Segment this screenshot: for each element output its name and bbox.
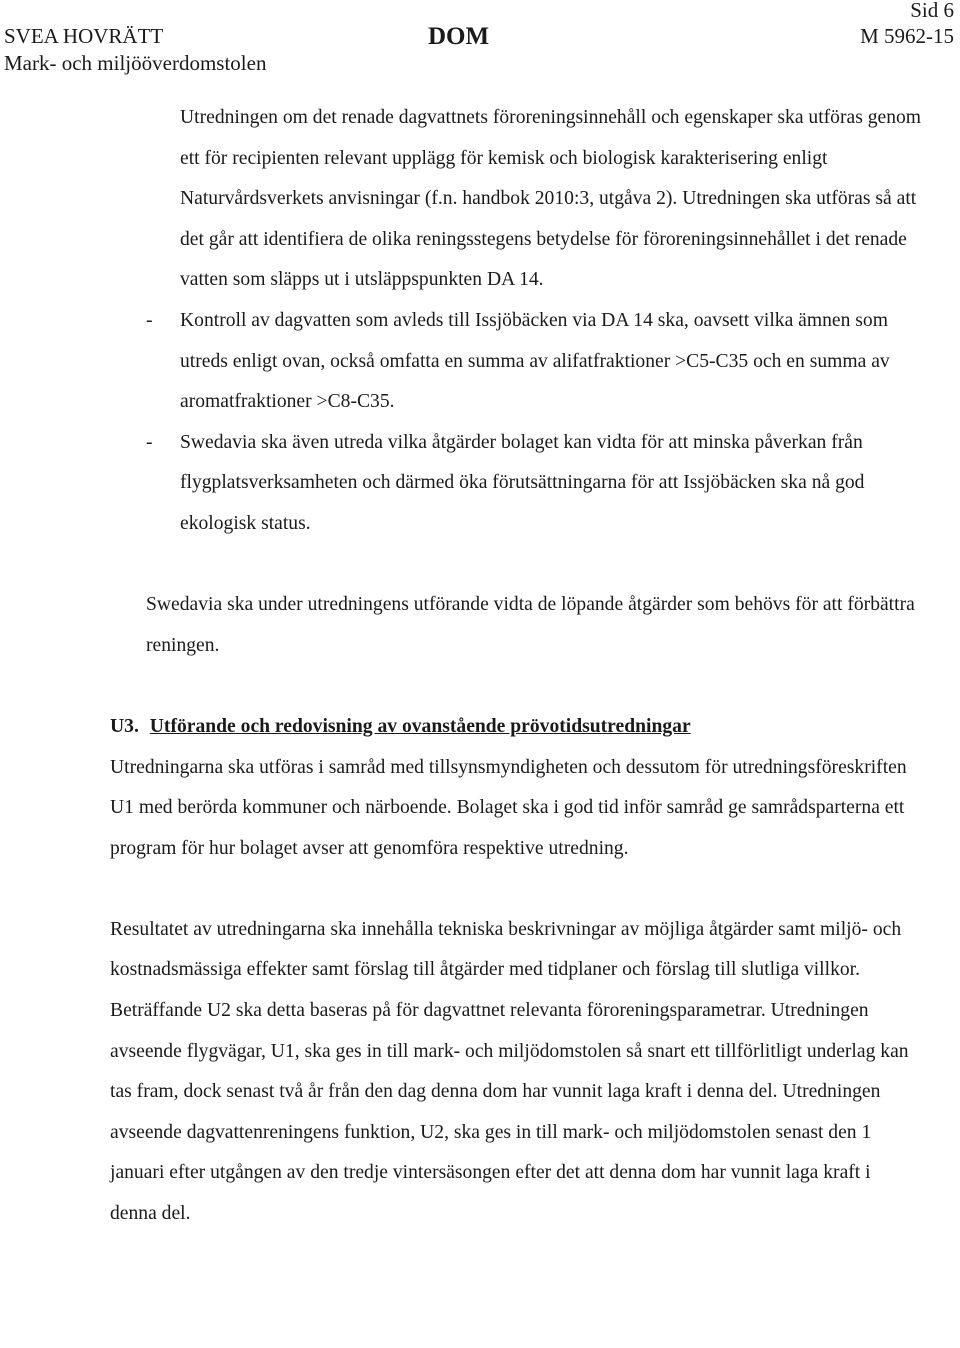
bullet-dash: - <box>146 309 153 331</box>
bullet-text: Kontroll av dagvatten som avleds till Issjöbäcken via DA 14 ska, oavsett vilka ämnen som utreds enligt ovan, också omfatta en summa av alifatfraktioner >C5-C35 och en summa av aromatfraktioner >C8-C35. <box>180 309 890 413</box>
bullet-item-control <box>0 301 960 423</box>
paragraph-investigation: Utredningen om det renade dagvattnets föroreningsinnehåll och egenskaper ska utföras genom ett för recipienten relevant upplägg för kemisk och biologisk karakterisering enligt Naturvårdsverkets anvisningar (f.n. handbok 2010:3, utgåva 2). Utredningen ska utföras så att det går att identifiera de olika reningsstegens betydelse för föroreningsinnehållet i det renade vatten som släpps ut i utsläppspunkten DA 14. <box>180 107 922 291</box>
page-number: Sid 6 <box>910 0 954 22</box>
document-type: DOM <box>428 23 490 50</box>
department-name: Mark- och miljööverdomstolen <box>4 51 267 75</box>
bullet-dash: - <box>146 431 153 453</box>
paragraph-ongoing-measures: Swedavia ska under utredningens utförande vidta de löpande åtgärder som behövs för att förbättra reningen. <box>146 594 915 656</box>
section-title: Utförande och redovisning av ovanstående prövotidsutredningar <box>149 715 691 737</box>
section-heading <box>0 707 960 748</box>
court-name: SVEA HOVRÄTT <box>4 24 164 48</box>
case-number: M 5962-15 <box>860 24 954 48</box>
bullet-text: Swedavia ska även utreda vilka åtgärder bolaget kan vidta för att minska påverkan från flygplatsverksamheten och därmed öka förutsättningarna för att Issjöbäcken ska nå god ekologisk status. <box>180 431 865 534</box>
bullet-item-measures <box>0 423 960 545</box>
paragraph-results: Resultatet av utredningarna ska innehålla tekniska beskrivningar av möjliga åtgärder samt miljö- och kostnadsmässiga effekter samt förslag till åtgärder med tidplaner och förslag till slutliga villkor. Beträffande U2 ska detta baseras på för dagvattnet relevanta föroreningsparametrar. Utredningen avseende flygvägar, U1, ska ges in till mark- och miljödomstolen så snart ett tillförlitligt underlag kan tas fram, dock senast två år från den dag denna dom har vunnit laga kraft i denna del. Utredningen avseende dagvattenreningens funktion, U2, ska ges in till mark- och miljödomstolen senast den 1 januari efter utgången av den tredje vintersäsongen efter det att denna dom har vunnit laga kraft i denna del. <box>110 918 909 1225</box>
document-body <box>0 98 960 1235</box>
section-code: U3. <box>110 715 139 737</box>
paragraph-consultation: Utredningarna ska utföras i samråd med tillsynsmyndigheten och dessutom för utredningsföreskriften U1 med berörda kommuner och närboende. Bolaget ska i god tid inför samråd ge samrådsparterna ett program för hur bolaget avser att genomföra respektive utredning. <box>110 756 907 859</box>
